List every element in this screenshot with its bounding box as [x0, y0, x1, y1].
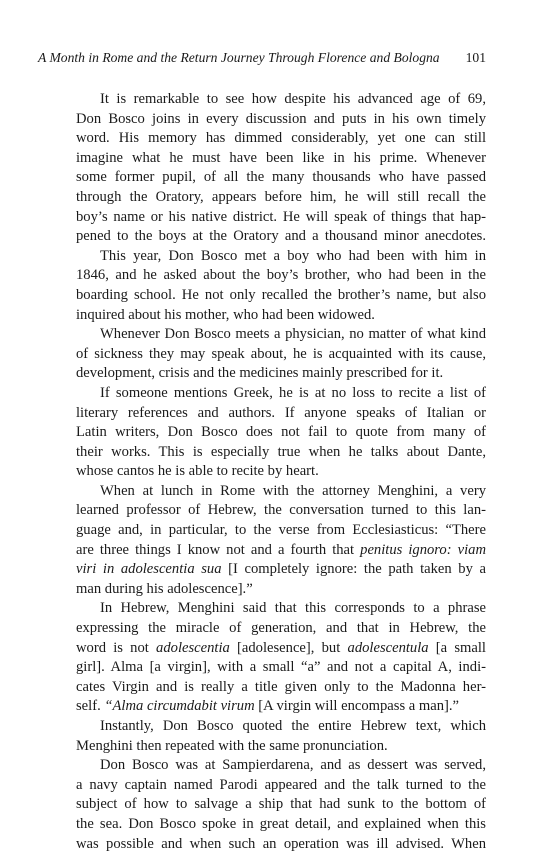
text-line: a navy captain named Parodi appeared and the talk turned to the [76, 776, 486, 793]
text-run: [a small [428, 639, 486, 656]
paragraph [76, 599, 486, 717]
text-line: expressing the miracle of generation, and that in Hebrew, the [76, 620, 486, 637]
text-line [76, 639, 486, 659]
text-line: of sickness they may speak about, he is acquainted with its cause, [76, 345, 486, 362]
text-line: through the Oratory, appears before him, he will still recall the [76, 188, 486, 205]
page-number: 101 [465, 50, 486, 65]
text-line [76, 697, 486, 717]
text-run: self. [76, 698, 105, 715]
text-line: 1846, and he asked about the boy’s brother, who had been in the [76, 267, 486, 284]
text-line: Latin writers, Don Bosco does not fail to quote from many of [76, 424, 486, 441]
text-line: man during his adolescence].” [76, 580, 253, 597]
body-text [76, 90, 486, 854]
paragraph [76, 247, 486, 325]
text-line: word. His memory has dimmed considerably, yet one can still [76, 130, 486, 147]
running-title: A Month in Rome and the Return Journey Through Florence and Bologna [38, 50, 440, 65]
text-line: Menghini then repeated with the same pronunciation. [76, 737, 388, 754]
paragraph [76, 756, 486, 854]
text-line [76, 541, 486, 561]
text-line: If someone mentions Greek, he is at no loss to recite a list of [100, 384, 486, 401]
text-line: pened to the boys at the Oratory and a thousand minor anecdotes. [76, 228, 486, 245]
text-line: whose cantos he is able to recite by heart. [76, 463, 319, 480]
paragraph [76, 90, 486, 247]
text-line: When at lunch in Rome with the attorney Menghini, a very [100, 482, 486, 499]
paragraph [76, 482, 486, 600]
text-line: Instantly, Don Bosco quoted the entire Hebrew text, which [100, 718, 486, 734]
text-line: boy’s name or his native district. He will speak of things that hap- [76, 208, 486, 225]
text-line: Whenever Don Bosco meets a physician, no matter of what kind [100, 326, 486, 343]
text-line: Don Bosco joins in every discussion and puts in his own timely [76, 110, 486, 127]
text-line: Don Bosco was at Sampierdarena, and as dessert was served, [100, 757, 486, 774]
italic-phrase: penitus ignoro: viam [360, 541, 486, 558]
text-line: girl]. Alma [a virgin], with a small “a” and not a capital A, indi- [76, 659, 486, 676]
paragraph [76, 717, 486, 756]
italic-phrase: viri in adolescentia sua [76, 561, 222, 578]
italic-phrase: adolescentula [347, 639, 429, 656]
text-line: was possible and when such an operation was ill advised. When [76, 835, 486, 852]
text-line: learned professor of Hebrew, the conversation turned to this lan- [76, 502, 486, 519]
text-run: word is not [76, 639, 157, 656]
text-line: It is remarkable to see how despite his advanced age of 69, [100, 91, 486, 107]
text-run: [I completely ignore: the path taken by a [221, 561, 486, 578]
running-header [38, 50, 486, 66]
text-run: [adolesence], but [229, 639, 348, 656]
paragraph [76, 384, 486, 482]
text-line [76, 560, 486, 580]
text-line: imagine what he must have been like in his prime. Whenever [76, 149, 486, 166]
text-line: their works. This is especially true when he talks about Dante, [76, 443, 486, 460]
italic-phrase: “Alma circumdabit virum [104, 698, 255, 715]
text-line: the sea. Don Bosco spoke in great detail, and explained when this [76, 815, 486, 832]
text-run: are three things I know not and a fourth that [76, 541, 361, 558]
text-line: inquired about his mother, who had been widowed. [76, 306, 375, 323]
text-line: subject of how to salvage a ship that had sunk to the bottom of [76, 796, 486, 813]
text-run: [A virgin will encompass a man].” [254, 698, 460, 715]
text-line: guage and, in particular, to the verse from Ecclesiasticus: “There [76, 522, 486, 539]
italic-phrase: adolescentia [156, 639, 230, 656]
text-line: In Hebrew, Menghini said that this corresponds to a phrase [100, 600, 486, 617]
text-line: boarding school. He not only recalled the brother’s name, but also [76, 286, 486, 303]
text-line: literary references and authors. If anyone speaks of Italian or [76, 404, 486, 421]
text-line: development, crisis and the medicines mainly prescribed for it. [76, 365, 444, 382]
text-line: This year, Don Bosco met a boy who had been with him in [100, 247, 486, 264]
text-line: cates Virgin and is really a title given only to the Madonna her- [76, 678, 486, 695]
text-line: some former pupil, of all the many thousands who have passed [76, 169, 486, 186]
paragraph [76, 325, 486, 384]
